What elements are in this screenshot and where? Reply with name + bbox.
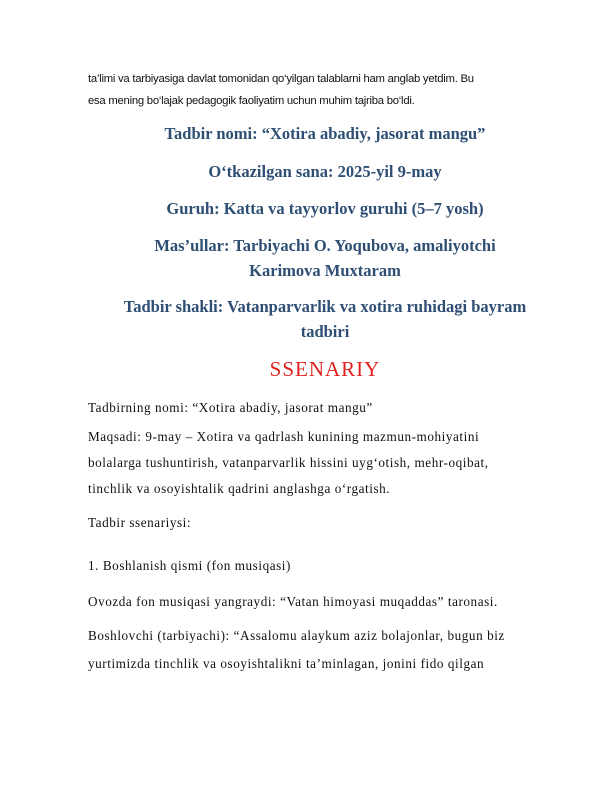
body-line: Tadbirning nomi: “Xotira abadiy, jasorat mangu” xyxy=(88,400,373,415)
body-line: tinchlik va osoyishtalik qadrini anglashga o‘rgatish. xyxy=(88,481,391,496)
body-line: yurtimizda tinchlik va osoyishtalikni ta’minlagan, jonini fido qilgan xyxy=(88,656,485,671)
form-heading-line1: Tadbir shakli: Vatanparvarlik va xotira ruhidagi bayram xyxy=(123,297,527,316)
form-heading-line2: tadbiri xyxy=(300,322,350,341)
responsible-heading-line2: Karimova Muxtaram xyxy=(249,261,401,280)
body-line: Tadbir ssenariysi: xyxy=(88,515,192,530)
body-line: Ovozda fon musiqasi yangraydi: “Vatan himoyasi muqaddas” taronasi. xyxy=(88,594,498,609)
body-line: Maqsadi: 9-may – Xotira va qadrlash kunining mazmun-mohiyatini xyxy=(88,429,480,444)
responsible-heading-line1: Mas’ullar: Tarbiyachi O. Yoqubova, amaliyotchi xyxy=(154,236,496,255)
date-heading: O‘tkazilgan sana: 2025-yil 9-may xyxy=(208,162,442,181)
intro-paragraph xyxy=(88,68,568,112)
group-heading: Guruh: Katta va tayyorlov guruhi (5–7 yosh) xyxy=(166,199,484,218)
intro-line: ta’limi va tarbiyasiga davlat tomonidan qo‘yilgan talablarni ham anglab yetdim. Bu xyxy=(88,73,474,85)
body-line: 1. Boshlanish qismi (fon musiqasi) xyxy=(88,558,291,573)
body-line: Boshlovchi (tarbiyachi): “Assalomu alaykum aziz bolajonlar, bugun biz xyxy=(88,628,505,643)
scenario-title: SSENARIY xyxy=(269,357,381,381)
intro-line: esa mening bo‘lajak pedagogik faoliyatim uchun muhim tajriba bo‘ldi. xyxy=(88,95,415,107)
body-line: bolalarga tushuntirish, vatanparvarlik hissini uyg‘otish, mehr-oqibat, xyxy=(88,455,489,470)
event-name-heading: Tadbir nomi: “Xotira abadiy, jasorat mangu” xyxy=(164,124,486,143)
